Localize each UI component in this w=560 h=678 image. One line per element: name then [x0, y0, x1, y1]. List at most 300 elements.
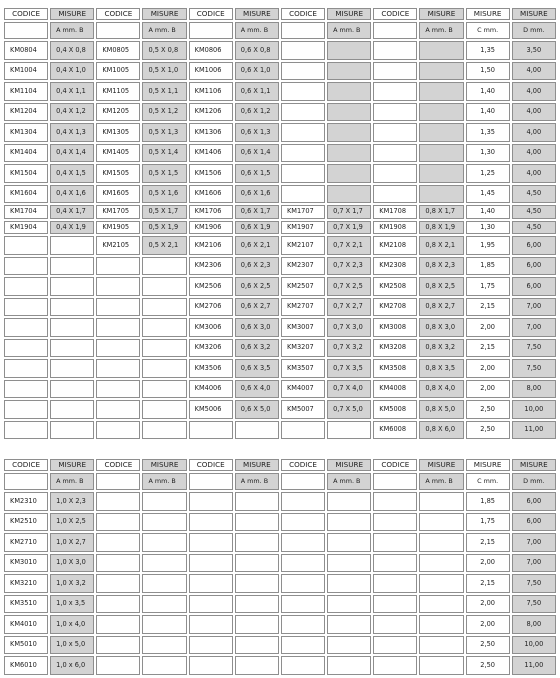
table-cell: KM5008: [373, 400, 417, 419]
table-cell: [327, 615, 371, 634]
table-cell: [373, 492, 417, 511]
table-cell: 0,8 X 1,7: [419, 205, 463, 219]
table-cell: KM2508: [373, 277, 417, 296]
subheader-cell: D mm.: [512, 22, 556, 39]
table-cell: 0,7 X 1,7: [327, 205, 371, 219]
table-cell: 0,6 X 2,7: [235, 298, 279, 317]
table-cell: [96, 554, 140, 573]
table-cell: [373, 41, 417, 60]
table-cell: 0,8 X 2,3: [419, 257, 463, 276]
table-row: [4, 236, 556, 255]
table-cell: 6,00: [512, 257, 556, 276]
table-cell: 7,50: [512, 574, 556, 593]
table-cell: [327, 554, 371, 573]
subheader-cell: A mm. B: [50, 22, 94, 39]
table-cell: KM1405: [96, 144, 140, 163]
table-cell: [327, 533, 371, 552]
table-cell: [419, 41, 463, 60]
table-cell: [142, 636, 186, 655]
subheader-cell: A mm. B: [235, 473, 279, 490]
table-cell: 0,4 X 1,2: [50, 103, 94, 122]
table-cell: [281, 103, 325, 122]
table-cell: KM3207: [281, 339, 325, 358]
table-cell: KM1004: [4, 62, 48, 81]
header-cell: CODICE: [189, 459, 233, 471]
table-cell: [419, 62, 463, 81]
table-row: [4, 359, 556, 378]
table-cell: KM1905: [96, 221, 140, 235]
table-cell: [281, 185, 325, 204]
table-cell: 0,7 X 3,0: [327, 318, 371, 337]
table-cell: KM2710: [4, 533, 48, 552]
table-cell: [189, 574, 233, 593]
table-cell: [96, 400, 140, 419]
table-cell: 8,00: [512, 380, 556, 399]
table-cell: 2,00: [466, 359, 510, 378]
table-cell: KM1706: [189, 205, 233, 219]
table-cell: [373, 615, 417, 634]
table-row: [4, 277, 556, 296]
subheader-cell: A mm. B: [142, 473, 186, 490]
table-cell: [96, 492, 140, 511]
table-cell: 0,7 X 1,9: [327, 221, 371, 235]
table-row: [4, 103, 556, 122]
header-cell: MISURE: [419, 8, 463, 20]
table-cell: [327, 574, 371, 593]
table-cell: 0,4 X 1,9: [50, 221, 94, 235]
table-cell: 3,50: [512, 41, 556, 60]
table-cell: [142, 615, 186, 634]
table-cell: 0,7 X 3,2: [327, 339, 371, 358]
subheader-cell: [189, 22, 233, 39]
table-cell: 0,6 X 2,5: [235, 277, 279, 296]
table-cell: [189, 492, 233, 511]
table-cell: 0,6 X 4,0: [235, 380, 279, 399]
header-cell: MISURE: [419, 459, 463, 471]
table-cell: [373, 595, 417, 614]
table-cell: 0,8 X 5,0: [419, 400, 463, 419]
table-cell: [419, 533, 463, 552]
header-cell: CODICE: [281, 459, 325, 471]
table-cell: 1,50: [466, 62, 510, 81]
table-cell: [96, 380, 140, 399]
table-cell: [50, 318, 94, 337]
header-cell: MISURE: [512, 459, 556, 471]
table-cell: 1,25: [466, 164, 510, 183]
header-cell: MISURE: [50, 459, 94, 471]
table-cell: [96, 636, 140, 655]
table-cell: [4, 421, 48, 440]
table-cell: [4, 400, 48, 419]
table-cell: KM1104: [4, 82, 48, 101]
table-row: [4, 41, 556, 60]
table-cell: 0,5 X 1,0: [142, 62, 186, 81]
table-cell: 6,00: [512, 492, 556, 511]
table-cell: KM4010: [4, 615, 48, 634]
table-cell: 0,5 X 2,1: [142, 236, 186, 255]
table-cell: KM3010: [4, 554, 48, 573]
table-cell: [373, 554, 417, 573]
table-cell: KM1505: [96, 164, 140, 183]
table-cell: [50, 236, 94, 255]
table-cell: 7,00: [512, 318, 556, 337]
table-cell: 0,5 X 1,2: [142, 103, 186, 122]
table-cell: KM1306: [189, 123, 233, 142]
table-cell: [50, 298, 94, 317]
table-cell: 0,6 X 1,7: [235, 205, 279, 219]
subheader-cell: [189, 473, 233, 490]
table-cell: KM6010: [4, 656, 48, 675]
subheader-cell: [96, 22, 140, 39]
table-cell: 2,00: [466, 554, 510, 573]
table-cell: [235, 554, 279, 573]
table-cell: 0,6 X 2,1: [235, 236, 279, 255]
table-cell: 0,4 X 1,7: [50, 205, 94, 219]
table-cell: 0,5 X 0,8: [142, 41, 186, 60]
header-cell: CODICE: [96, 459, 140, 471]
table-cell: 0,4 X 1,4: [50, 144, 94, 163]
table-cell: KM2707: [281, 298, 325, 317]
table-cell: [4, 359, 48, 378]
header-cell: MISURE: [466, 8, 510, 20]
table-cell: 2,00: [466, 615, 510, 634]
table-cell: 1,0 X 2,3: [50, 492, 94, 511]
table-cell: [96, 656, 140, 675]
table-cell: 2,00: [466, 318, 510, 337]
table-cell: [327, 82, 371, 101]
table-cell: [235, 492, 279, 511]
table-cell: KM3208: [373, 339, 417, 358]
table-cell: 1,0 X 2,5: [50, 513, 94, 532]
table-cell: 0,6 X 1,6: [235, 185, 279, 204]
table-cell: [50, 421, 94, 440]
header-cell: MISURE: [50, 8, 94, 20]
table-cell: 2,15: [466, 533, 510, 552]
table-cell: KM3206: [189, 339, 233, 358]
table-cell: KM2106: [189, 236, 233, 255]
subheader-cell: [96, 473, 140, 490]
table-cell: 0,4 X 1,5: [50, 164, 94, 183]
table-cell: [327, 41, 371, 60]
table-cell: 4,50: [512, 221, 556, 235]
table-cell: KM1705: [96, 205, 140, 219]
table-row: [4, 257, 556, 276]
table-cell: 0,7 X 2,5: [327, 277, 371, 296]
table-cell: KM3210: [4, 574, 48, 593]
table-cell: 1,75: [466, 277, 510, 296]
table-cell: 4,50: [512, 185, 556, 204]
table-cell: 1,95: [466, 236, 510, 255]
table-cell: 0,6 X 3,2: [235, 339, 279, 358]
table-cell: 2,15: [466, 298, 510, 317]
subheader-cell: A mm. B: [419, 22, 463, 39]
table-cell: 2,50: [466, 421, 510, 440]
table-cell: 1,0 x 4,0: [50, 615, 94, 634]
table-cell: KM5010: [4, 636, 48, 655]
table-cell: 0,6 X 5,0: [235, 400, 279, 419]
table-cell: [327, 123, 371, 142]
table-cell: [281, 533, 325, 552]
header-cell: CODICE: [4, 459, 48, 471]
table-cell: [4, 257, 48, 276]
table-cell: [419, 554, 463, 573]
table-cell: KM1105: [96, 82, 140, 101]
table-cell: 1,0 X 3,2: [50, 574, 94, 593]
table-cell: 0,8 X 3,5: [419, 359, 463, 378]
table-cell: 0,5 X 1,4: [142, 144, 186, 163]
table-cell: 0,5 X 1,5: [142, 164, 186, 183]
header-cell: CODICE: [96, 8, 140, 20]
header-cell: CODICE: [4, 8, 48, 20]
table-cell: [189, 554, 233, 573]
table-cell: 2,00: [466, 595, 510, 614]
table-cell: KM2105: [96, 236, 140, 255]
table-cell: [142, 277, 186, 296]
table-cell: 7,00: [512, 298, 556, 317]
table-cell: [419, 595, 463, 614]
table-row: [4, 574, 556, 593]
table-cell: [373, 62, 417, 81]
table-cell: [327, 513, 371, 532]
table-cell: 0,8 X 1,9: [419, 221, 463, 235]
table-cell: [327, 656, 371, 675]
table-cell: 0,7 X 2,7: [327, 298, 371, 317]
table-cell: [96, 359, 140, 378]
table-cell: KM1005: [96, 62, 140, 81]
header-cell: MISURE: [142, 8, 186, 20]
table-row: [4, 185, 556, 204]
table-cell: 0,4 X 1,0: [50, 62, 94, 81]
table-cell: 0,6 X 0,8: [235, 41, 279, 60]
table-cell: [281, 574, 325, 593]
table-cell: [373, 82, 417, 101]
table-cell: 6,00: [512, 277, 556, 296]
table-cell: 0,5 X 1,9: [142, 221, 186, 235]
table-cell: [96, 339, 140, 358]
table-cell: KM6008: [373, 421, 417, 440]
table-cell: 0,6 X 1,9: [235, 221, 279, 235]
subheader-cell: A mm. B: [419, 473, 463, 490]
table-cell: 6,00: [512, 236, 556, 255]
table-cell: 7,00: [512, 533, 556, 552]
table-cell: [373, 574, 417, 593]
table-cell: KM2107: [281, 236, 325, 255]
table-cell: [189, 421, 233, 440]
table-cell: 11,00: [512, 421, 556, 440]
table-cell: [327, 144, 371, 163]
table-cell: KM1106: [189, 82, 233, 101]
table-cell: [373, 123, 417, 142]
table-cell: KM1205: [96, 103, 140, 122]
table-cell: [50, 277, 94, 296]
table-cell: [189, 656, 233, 675]
table-row: [4, 205, 556, 219]
table-cell: [327, 185, 371, 204]
table-cell: KM2708: [373, 298, 417, 317]
table-cell: KM1704: [4, 205, 48, 219]
table-cell: 1,0 x 5,0: [50, 636, 94, 655]
subheader-cell: A mm. B: [327, 473, 371, 490]
table-row: [4, 595, 556, 614]
table-cell: KM2506: [189, 277, 233, 296]
header-cell: MISURE: [235, 8, 279, 20]
table-cell: 1,40: [466, 205, 510, 219]
table-cell: [235, 533, 279, 552]
table-cell: KM1506: [189, 164, 233, 183]
subheader-cell: A mm. B: [327, 22, 371, 39]
table-cell: 2,50: [466, 400, 510, 419]
table-cell: 0,4 X 1,3: [50, 123, 94, 142]
table-cell: [96, 318, 140, 337]
table-cell: 0,8 X 6,0: [419, 421, 463, 440]
table-cell: 4,00: [512, 103, 556, 122]
size-table-primary: [2, 6, 558, 441]
table-cell: 4,00: [512, 82, 556, 101]
table-cell: 1,85: [466, 492, 510, 511]
table-cell: KM1906: [189, 221, 233, 235]
table-cell: 4,50: [512, 205, 556, 219]
table-cell: 1,0 x 3,5: [50, 595, 94, 614]
subheader-cell: [373, 473, 417, 490]
table-cell: 10,00: [512, 400, 556, 419]
subheader-cell: [4, 473, 48, 490]
table-cell: [189, 615, 233, 634]
table-cell: [235, 595, 279, 614]
table-cell: [373, 185, 417, 204]
table-cell: [142, 421, 186, 440]
table-cell: [281, 144, 325, 163]
subheader-cell: [373, 22, 417, 39]
table-cell: [235, 636, 279, 655]
table-cell: KM3508: [373, 359, 417, 378]
table-cell: KM1907: [281, 221, 325, 235]
table-cell: [281, 62, 325, 81]
subheader-cell: A mm. B: [50, 473, 94, 490]
table-cell: [50, 359, 94, 378]
table-cell: [235, 615, 279, 634]
table-cell: 0,7 X 2,3: [327, 257, 371, 276]
table-cell: KM2108: [373, 236, 417, 255]
table-cell: 4,00: [512, 62, 556, 81]
table-cell: [4, 236, 48, 255]
table-cell: [419, 144, 463, 163]
table-cell: [419, 82, 463, 101]
table-cell: 1,40: [466, 103, 510, 122]
table-cell: KM1206: [189, 103, 233, 122]
table-cell: 2,15: [466, 574, 510, 593]
table-cell: 1,0 x 6,0: [50, 656, 94, 675]
table-cell: 0,8 X 2,5: [419, 277, 463, 296]
table-cell: [373, 164, 417, 183]
table-cell: 10,00: [512, 636, 556, 655]
table-cell: KM1304: [4, 123, 48, 142]
header-row: [4, 459, 556, 471]
table-cell: 0,6 X 1,5: [235, 164, 279, 183]
table-cell: KM1406: [189, 144, 233, 163]
table-cell: 0,6 X 1,4: [235, 144, 279, 163]
table-cell: KM5006: [189, 400, 233, 419]
table-cell: [4, 277, 48, 296]
table-cell: 0,5 X 1,1: [142, 82, 186, 101]
table-row: [4, 339, 556, 358]
table-cell: KM1204: [4, 103, 48, 122]
header-cell: CODICE: [281, 8, 325, 20]
table-cell: [50, 380, 94, 399]
table-cell: [142, 380, 186, 399]
table-row: [4, 421, 556, 440]
table-cell: [96, 574, 140, 593]
table-cell: 0,4 X 1,6: [50, 185, 94, 204]
table-cell: [235, 574, 279, 593]
table-cell: KM3008: [373, 318, 417, 337]
subheader-cell: [281, 22, 325, 39]
table-row: [4, 533, 556, 552]
table-row: [4, 492, 556, 511]
table-cell: [50, 400, 94, 419]
table-cell: [327, 164, 371, 183]
table-cell: KM1006: [189, 62, 233, 81]
table-cell: 0,8 X 3,2: [419, 339, 463, 358]
subheader-row: [4, 473, 556, 490]
table-cell: KM1708: [373, 205, 417, 219]
table-cell: KM0805: [96, 41, 140, 60]
table-cell: 0,7 X 5,0: [327, 400, 371, 419]
table-cell: 7,50: [512, 339, 556, 358]
subheader-cell: [4, 22, 48, 39]
table-cell: 0,7 X 2,1: [327, 236, 371, 255]
table-cell: 1,85: [466, 257, 510, 276]
table-cell: KM4008: [373, 380, 417, 399]
table-cell: [142, 554, 186, 573]
table-cell: [96, 615, 140, 634]
table-cell: KM1604: [4, 185, 48, 204]
table-cell: [96, 277, 140, 296]
subheader-cell: C mm.: [466, 22, 510, 39]
table-cell: [142, 298, 186, 317]
table-cell: 1,75: [466, 513, 510, 532]
table-cell: KM2706: [189, 298, 233, 317]
table-cell: [142, 257, 186, 276]
table-cell: [4, 318, 48, 337]
header-cell: MISURE: [142, 459, 186, 471]
table-cell: KM2310: [4, 492, 48, 511]
table-cell: [189, 533, 233, 552]
table-row: [4, 144, 556, 163]
table-cell: 6,00: [512, 513, 556, 532]
table-cell: 0,5 X 1,7: [142, 205, 186, 219]
table-cell: [235, 656, 279, 675]
table-cell: [419, 656, 463, 675]
table-cell: [419, 164, 463, 183]
table-cell: [281, 513, 325, 532]
table-cell: [419, 636, 463, 655]
table-row: [4, 656, 556, 675]
table-cell: [281, 595, 325, 614]
table-cell: 2,00: [466, 380, 510, 399]
table-cell: [327, 62, 371, 81]
subheader-cell: D mm.: [512, 473, 556, 490]
table-cell: 1,35: [466, 41, 510, 60]
table-row: [4, 615, 556, 634]
table-cell: KM1908: [373, 221, 417, 235]
table-cell: [419, 513, 463, 532]
table-cell: [96, 257, 140, 276]
header-cell: MISURE: [327, 459, 371, 471]
table-cell: 0,7 X 3,5: [327, 359, 371, 378]
table-cell: [142, 533, 186, 552]
table-cell: [189, 513, 233, 532]
table-cell: KM0804: [4, 41, 48, 60]
